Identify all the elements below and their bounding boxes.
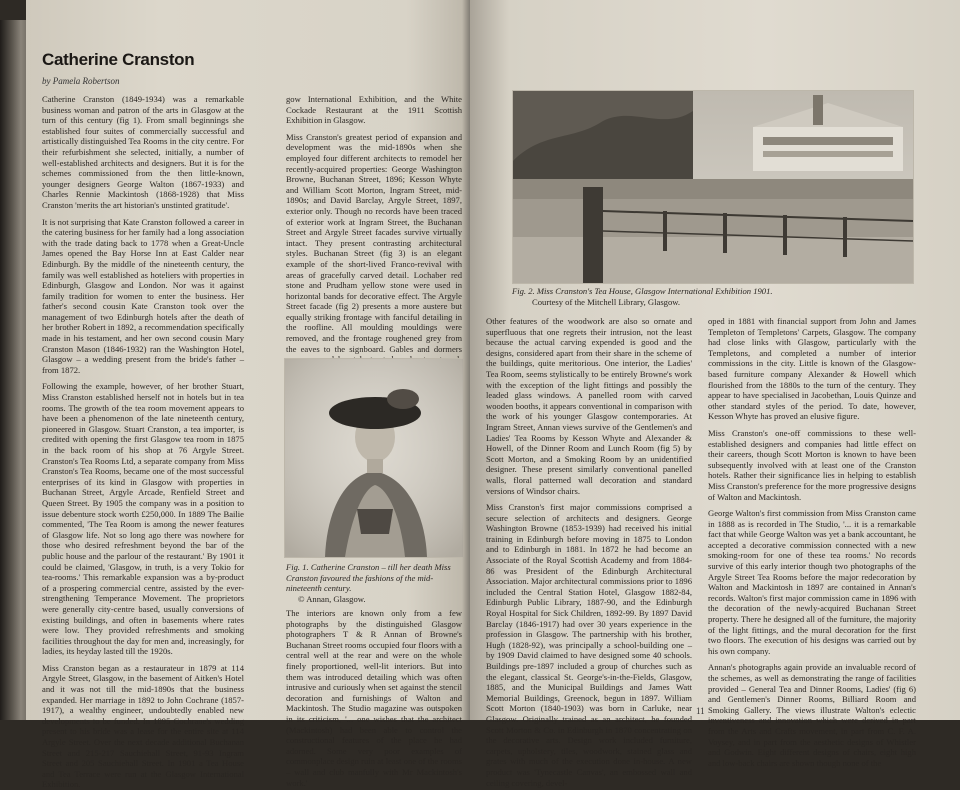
right-column-2 <box>708 316 916 768</box>
fig1-credit: © Annan, Glasgow. <box>298 593 366 604</box>
paragraph: Catherine Cranston (1849-1934) was a remarkable business woman and patron of the arts in Glasgow at the turn of this century (fig 1). From small beginnings she established four suites of commercially successful and artistically distinguished Tea Rooms in the city centre. For their refurbishment she selected, initially, a number of well-established architects and designers. But it is for the schemes commissioned from the then little-known, younger designers George Walton (1867-1933) and Charles Rennie Mackintosh (1868-1928) that Miss Cranston 'merits the art historian's unstinted gratitude'. <box>42 94 244 210</box>
paragraph: George Walton's first commission from Miss Cranston came in 1888 as is recorded in The Studio, '... it is a remarkable fact that while George Walton was yet a bank accountant, he accepted a decorative commission connected with a new smoking-room for one of these tea rooms.' No records survive of this early interior though two photographs of the Argyle Street Tea Rooms before the major redecoration by Walton and Mackintosh in 1897 are contained in Annan's records. Walton's first major commission came in 1896 with the decoration of the newly-acquired Buchanan Street property. There he designed all of the furniture, the majority of the light fittings, and the mural decoration for the first two floors. The execution of his designs was carried out by his own company. <box>708 508 916 656</box>
paragraph: The interiors are known only from a few photographs by the distinguished Glasgow photographers T & R Annan of Browne's Buchanan Street rooms occupied four floors with a central well at the rear and were on the whole finely proportioned, well-lit interiors. But into them was introduced detailing which was often intrusive and curiously when set against the stencil decoration and furnishings of Walton and Mackintosh. The Studio magazine was outspoken in its criticism, '... one wishes that the architect (Mackintosh) had been able to control the constructional features of the place he had adorned. Some very poor examples of commonplace design ruin at least one of the rooms – wall and club manfully with Mr Mackintosh's work.' <box>286 608 462 788</box>
fig1-caption-block <box>286 562 462 604</box>
fig1-caption-text: Fig. 1. Catherine Cranston – till her death Miss Cranston favoured the fashions of the mid-nineteenth century. <box>286 562 451 594</box>
paragraph: Annan's photographs again provide an invaluable record of the schemes, as well as demonstrating the range of facilities provided – General Tea and Dinner Rooms, Ladies' (fig 6) and Gentlemen's Dinner Rooms, Billiard Room and Smoking Gallery. The views illustrate Walton's eclectic inventiveness and innovation which were derived in part from the Arts and Crafts movement, in part from C. F. A. Voysey, and in part from the aesthetic designs of Whistler and Godwin. Eight different designs of chairs, eight high and low-back chairs are shown though none of the <box>708 662 916 768</box>
fig2-caption-text: Fig. 2. Miss Cranston's Tea House, Glasgow International Exhibition 1901. <box>512 286 773 296</box>
paragraph: Following the example, however, of her brother Stuart, Miss Cranston established herself not in hotels but in tea rooms. The growth of the tea room movement appears to have been a phenomenon of the late nineteenth century, pioneered in Glasgow. Stuart Cranston, a tea importer, is credited with opening the first Glasgow tea room in 1875 in the back room of his shop at 76 Argyle Street. Cranston's Tea Rooms Ltd, a separate company from Miss Cranston's Tea Rooms, became one of the most successful enterprises of its kind in Glasgow with properties in Buchanan Street, Argyle Arcade, Renfield Street and Queen Street. By 1905 the company was in a position to issue debenture stock worth £250,000. In 1889 The Bailie commented, 'The Tea Room is among the newer features of Glasgow life. Not so long ago there was nowhere for those who desired refreshment beyond the bar of the public house and the parlour of the restaurant.' By 1901 it could be claimed, 'Glasgow, in truth, is a very Tokio for tea-rooms.' This remarkable expansion was a by-product of a prospering commercial centre, assisted by the ever-strengthening Temperance Movement. The proprietors were generally city-centre based, usually conversions of existing buildings, and often in basements where rates were low. They provided refreshments and smoking facilities throughout the day for men and, increasingly, for ladies, its heyday lasted till the 1920s. <box>42 381 244 657</box>
fig2-tea-house-photo <box>512 90 914 284</box>
paragraph: oped in 1881 with financial support from John and James Templeton of Templetons' Carpets, Glasgow. The company had close links with Glasgow, particularly with the Templetons, and completed a number of interior commissions in the city. Little is known of the Glasgow-based furniture company Alexander & Howell which flourished from the 1880s to the turn of the century. They appear to have specialised in Jacobethan, Louis Quinze and other standard styles of the period. To date, however, Kesson Whyte has proved an elusive figure. <box>708 316 916 422</box>
paragraph: Miss Cranston's first major commissions comprised a secure selection of architects and designers. George Washington Browne (1853-1939) had received his initial training in Edinburgh before moving in 1875 to London and to Edinburgh in 1881. In 1872 he had become an Associate of the Royal Scottish Academy and from 1884-86 was President of the Edinburgh Architectural Association. Major architectural commissions prior to 1896 included the Central Station Hotel, Glasgow 1882-84, Edinburgh Public Library, 1887-90, and the Edinburgh Royal Hospital for Sick Children, 1892-99. By 1897 David Barclay (1846-1917) had over 30 years experience in the profession in Glasgow. The partnership with his brother, Hugh (1828-92), was principally a school-building one – by 1909 David claimed to have designed some 40 schools. Buildings pre-1897 included a group of churches such as the elegant, classical St. George's-in-the-Fields, Glasgow, 1885, and the Municipal Buildings and James Watt Memorial Buildings, Greenock, begun in 1897. William Scott Morton (1840-1903) was born in Carluke, near Glasgow. Originally trained as an architect, he founded Scott Morton & Co. in Edinburgh in 1870 concentrating on the decorative arts. Design work included furniture, carpets, upholstery, tiles, woodwork, stained glass and grates with much of the execution done in-house. A new product was 'Tynecastle Canvas', an embossed wall and ceiling covering, devel- <box>486 502 692 788</box>
right-column-1 <box>486 316 692 788</box>
left-column-2-bottom <box>286 608 462 788</box>
page-number: 11 <box>696 706 705 716</box>
fig2-caption-block <box>512 286 912 307</box>
left-column-1 <box>42 94 244 790</box>
fig2-credit: Courtesy of the Mitchell Library, Glasgow. <box>532 296 681 307</box>
paragraph: Miss Cranston's one-off commissions to these well-established designers and companies had little effect on their careers, though Scott Morton is known to have been subsequently involved with at least one of the Cranston hotels. Rather their significance lies in helping to establish Miss Cranston's preference for the more progressive designs of Walton and Mackintosh. <box>708 427 916 502</box>
left-column-2-top <box>286 94 462 362</box>
article-title: Catherine Cranston <box>42 50 195 69</box>
paragraph: It is not surprising that Kate Cranston followed a career in the catering business for her family had a long association with the trade dating back to 1778 when a Great-Uncle James opened the Bay Horse Inn at East Calder near Edinburgh. By the middle of the nineteenth century, the family was well established as hoteliers with properties in Edinburgh, Glasgow and London. Nor was it against family tradition for women to enter the business. Her father's second cousin Kate Cranston took over the management of two Edinburgh hotels after the death of her brother Robert in 1892, a recommendation specifically made in his testament, and her own second cousin Mary Cranston Mason (1846-1932) ran the Washington Hotel, Glasgow – a wedding present from the bride's father – from 1872. <box>42 216 244 375</box>
paragraph: gow International Exhibition, and the White Cockade Restaurant at the 1911 Scottish Exhibition in Glasgow. <box>286 94 462 126</box>
fig1-portrait-photo <box>284 358 464 558</box>
paragraph: Other features of the woodwork are also so ornate and superfluous that one regrets their intrusion, not the least because the actual carving expended is good and the designs, considered apart from their share in the scheme of the buildings, quite meritorious. One interior, the Ladies' Tea Room, seems stylistically to be entirely Browne's work with the exception of the light fittings and possibly the leaded glass windows. A panelled room with carved wooden booths, it appears conventional in comparison with the work of his younger Glasgow contemporaries. At Ingram Street, Annan views survive of the Gentlemen's and Ladies' Tea Rooms by Kesson Whyte and Alexander & Howell, of the Dinner Room and Lunch Room (fig 5) by Scott Morton, and a Smoking Room by an unidentified designer. These present similarly conventional panelled walls, floral patterned wall decoration and standard versions of Windsor chairs. <box>486 316 692 496</box>
portrait-illustration <box>285 359 463 557</box>
fig1-caption <box>286 562 462 594</box>
paragraph: Miss Cranston's greatest period of expansion and development was the mid-1890s when she employed four different architects to remodel her recently-acquired properties: George Washington Browne, Buchanan Street, 1896; Kesson Whyte and William Scott Morton, Ingram Street, mid-1890s; and David Barclay, Argyle Street, 1897, exterior only. Though no records have been traced of exterior work at Ingram Street, the Buchanan Street and Argyle Street facades survive virtually intact. They present contrasting architectural styles. Buchanan Street (fig 3) is an elegant example of the short-lived Franco-revival with areas of gracefully carved detail. Lochaber red stone and Prudham yellow stone were used in horizontal bands for decorative effect. The Argyle Street facade (fig 2) presents a more austere but equally striking frontage with fanciful detailing in the roofline. All moulding mouldings were removed, and the frontage roughened grey from the eaves to the signboard. Gables and dormers <box>286 131 462 354</box>
byline: by Pamela Robertson <box>42 76 120 86</box>
paragraph: Miss Cranston began as a restaurateur in 1879 at 114 Argyle Street, Glasgow, in the basement of Aitken's Hotel and it was not till the mid-1890s that the business expanded. Her marriage in 1892 to John Cochrane (1857-1917), a wealthy engineer, undoubtedly enabled new developments to be funded. In 1895 Cochrane's wedding present to his bride was a lease for the entire site at 114 Argyle Street. Over the next decade additional Buchanan Street and 215-217 Sauchiehall Street, 91-93 Ingram Street and 205 Sauchiehall Street. In 1901 a Tea House and Tea Terrace were run at the Glasgow International Exhibition. <box>42 662 244 790</box>
fig2-caption <box>512 286 912 297</box>
tea-house-illustration <box>513 91 913 283</box>
